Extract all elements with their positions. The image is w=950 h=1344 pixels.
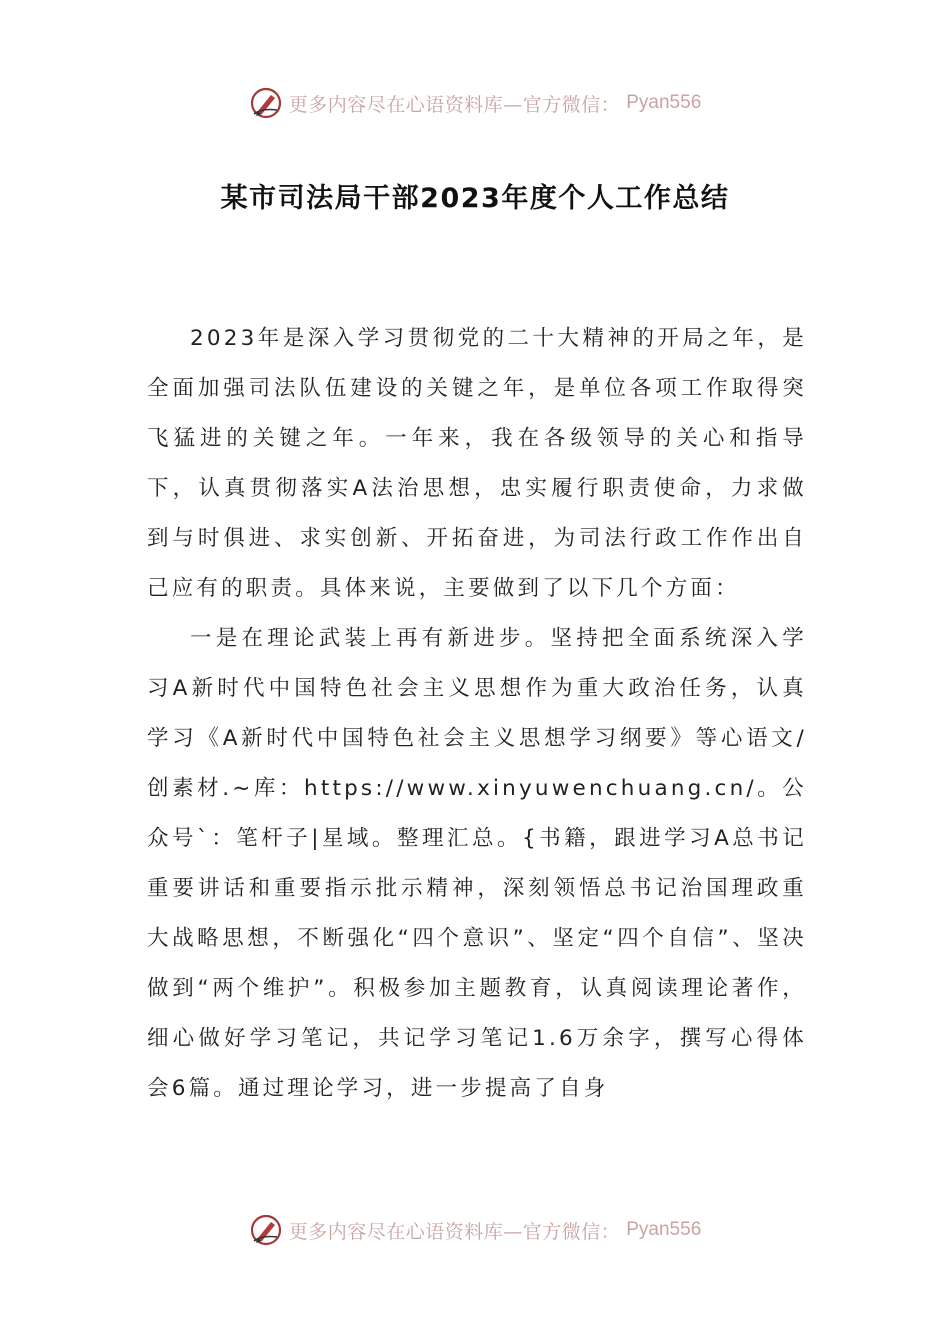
watermark-wechat-id: Pyan556 <box>626 1219 702 1240</box>
document-body <box>147 314 807 1114</box>
pen-logo-icon <box>249 1213 283 1247</box>
paragraph: 一是在理论武装上再有新进步。坚持把全面系统深入学习A新时代中国特色社会主义思想作为重大政治任务，认真学习《A新时代中国特色社会主义思想学习纲要》等心语文/创素材.~库：https://www.xinyuwenchuang.cn/。公众号`：笔杆子|星域。整理汇总。{书籍，跟进学习A总书记重要讲话和重要指示批示精神，深刻领悟总书记治国理政重大战略思想，不断强化“四个意识”、坚定“四个自信”、坚决做到“两个维护”。积极参加主题教育，认真阅读理论著作，细心做好学习笔记，共记学习笔记1.6万余字，撰写心得体会6篇。通过理论学习，进一步提高了自身 <box>147 626 807 1101</box>
watermark-header <box>0 83 950 123</box>
watermark-text: 更多内容尽在心语资料库—官方微信： <box>288 1220 621 1243</box>
watermark-text: 更多内容尽在心语资料库—官方微信： <box>288 93 621 116</box>
watermark-wechat-id: Pyan556 <box>626 92 702 113</box>
paragraph: 2023年是深入学习贯彻党的二十大精神的开局之年，是全面加强司法队伍建设的关键之年，是单位各项工作取得突飞猛进的关键之年。一年来，我在各级领导的关心和指导下，认真贯彻落实A法治思想，忠实履行职责使命，力求做到与时俱进、求实创新、开拓奋进，为司法行政工作作出自己应有的职责。具体来说，主要做到了以下几个方面： <box>147 326 807 601</box>
pen-logo-icon <box>249 86 283 120</box>
watermark-footer <box>0 1210 950 1250</box>
document-title: 某市司法局干部2023年度个人工作总结 <box>220 183 730 214</box>
